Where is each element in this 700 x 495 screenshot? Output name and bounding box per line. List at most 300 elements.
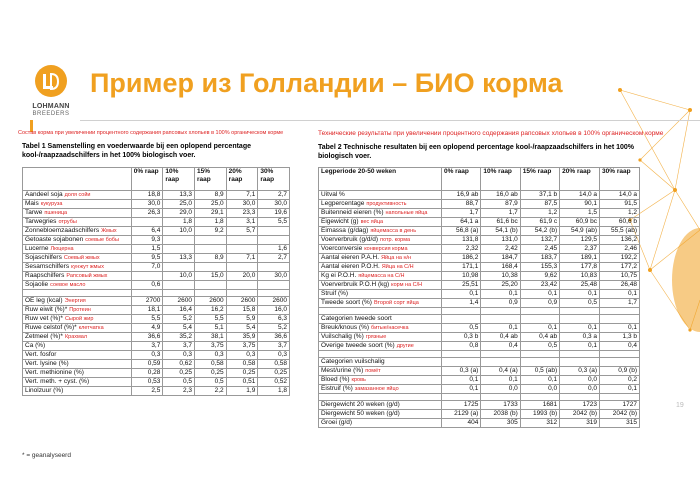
value-cell xyxy=(441,315,480,324)
table-cell xyxy=(319,308,442,315)
value-cell: 0,1 xyxy=(560,342,600,351)
value-cell: 0,3 a xyxy=(560,333,600,342)
value-cell xyxy=(195,236,227,245)
value-cell: 1,3 b xyxy=(600,333,640,342)
row-label-text: Getoaste sojabonen xyxy=(25,236,84,243)
row-label xyxy=(319,209,442,218)
row-label-text: Tweede soort (%) xyxy=(321,299,372,306)
table-cell xyxy=(520,394,559,401)
table-header-cell: 10% raap xyxy=(481,168,520,191)
table-header-cell: 0% raap xyxy=(441,168,480,191)
russian-annotation: напольные яйца xyxy=(385,210,428,216)
table-cell xyxy=(600,308,640,315)
row-label xyxy=(319,367,442,376)
lohmann-logo-icon xyxy=(34,64,68,98)
row-label-text: Vert. lysine (%) xyxy=(25,360,69,367)
table-cell xyxy=(600,394,640,401)
table-row xyxy=(23,342,290,351)
table-row xyxy=(319,290,640,299)
caption-left: Состав корма при увеличении процентного содержания рапсовых хлопьев в 100% органическом корме xyxy=(18,130,284,136)
value-cell: 64,1 a xyxy=(441,218,480,227)
value-cell: 2700 xyxy=(131,297,163,306)
table-row xyxy=(23,369,290,378)
row-label xyxy=(23,254,132,263)
value-cell: 0,28 xyxy=(131,369,163,378)
value-cell: 2,3 xyxy=(163,387,195,396)
value-cell: 3,1 xyxy=(226,218,258,227)
table-cell xyxy=(226,290,258,297)
value-cell: 0,6 xyxy=(131,281,163,290)
table-cell xyxy=(441,351,480,358)
left-table-title: Tabel 1 Samenstelling en voederwaarde bij een oplopend percentage kool-/raapzaadschilfers in het 100% biologisch voer. xyxy=(22,143,251,159)
row-label xyxy=(23,387,132,396)
value-cell xyxy=(163,245,195,254)
row-label-text: Vert. fosfor xyxy=(25,351,57,358)
value-cell: 2,46 xyxy=(600,245,640,254)
value-cell: 171,1 xyxy=(441,263,480,272)
table-cell xyxy=(520,308,559,315)
row-label-text: Lucerne xyxy=(25,245,49,252)
value-cell: 3,7 xyxy=(131,342,163,351)
value-cell: 26,3 xyxy=(131,209,163,218)
value-cell: 1,7 xyxy=(600,299,640,308)
value-cell: 2600 xyxy=(195,297,227,306)
value-cell: 0,5 xyxy=(163,378,195,387)
value-cell: 16,4 xyxy=(163,306,195,315)
right-table xyxy=(318,167,640,428)
value-cell: 14,0 a xyxy=(560,191,600,200)
value-cell: 3,75 xyxy=(226,342,258,351)
row-label xyxy=(319,245,442,254)
row-label xyxy=(23,218,132,227)
value-cell: 404 xyxy=(441,419,480,428)
value-cell: 0,1 xyxy=(560,324,600,333)
row-label-text: Overige tweede soort (%) xyxy=(321,342,395,349)
row-label xyxy=(23,191,132,200)
value-cell: 1,5 xyxy=(131,245,163,254)
russian-annotation: Соевый жмых xyxy=(63,255,100,261)
value-cell: 25,48 xyxy=(560,281,600,290)
table-row xyxy=(23,281,290,290)
table-row xyxy=(23,245,290,254)
table-cell xyxy=(319,394,442,401)
row-label xyxy=(319,376,442,385)
russian-annotation: Жмых xyxy=(101,228,117,234)
row-label xyxy=(23,227,132,236)
value-cell: 35,2 xyxy=(163,333,195,342)
value-cell: 7,1 xyxy=(226,254,258,263)
value-cell: 0,1 xyxy=(520,324,559,333)
table-row xyxy=(23,378,290,387)
value-cell: 2042 (b) xyxy=(560,410,600,419)
row-label-text: Voerconversie xyxy=(321,245,363,252)
table-row xyxy=(319,191,640,200)
table-row xyxy=(23,290,290,297)
table-row xyxy=(319,342,640,351)
value-cell xyxy=(560,358,600,367)
row-label-text: Categorien tweede soort xyxy=(321,315,392,322)
value-cell: 14,0 a xyxy=(600,191,640,200)
value-cell: 90,1 xyxy=(560,200,600,209)
russian-annotation: соевое масло xyxy=(50,282,86,288)
value-cell: 0,25 xyxy=(258,369,290,378)
table-cell xyxy=(560,351,600,358)
value-cell: 23,42 xyxy=(520,281,559,290)
value-cell: 15,0 xyxy=(195,272,227,281)
row-label-text: Kg ei P.O.H. xyxy=(321,272,357,279)
row-label-text: Ruwe celstof (%)* xyxy=(25,324,77,331)
value-cell: 0,1 xyxy=(600,385,640,394)
value-cell: 155,3 xyxy=(520,263,559,272)
value-cell: 9,5 xyxy=(131,254,163,263)
row-label xyxy=(23,333,132,342)
table-row xyxy=(319,351,640,358)
value-cell: 0,3 xyxy=(163,351,195,360)
value-cell xyxy=(163,263,195,272)
russian-annotation: клетчатка xyxy=(78,325,104,331)
row-label xyxy=(23,369,132,378)
value-cell: 131,0 xyxy=(481,236,520,245)
value-cell: 10,83 xyxy=(560,272,600,281)
value-cell: 26,48 xyxy=(600,281,640,290)
row-label-text: Tarwegries xyxy=(25,218,57,225)
value-cell: 2,37 xyxy=(560,245,600,254)
row-label-text: Groei (g/d) xyxy=(321,419,353,426)
value-cell: 16,2 xyxy=(195,306,227,315)
value-cell: 131,8 xyxy=(441,236,480,245)
table-row xyxy=(319,209,640,218)
value-cell: 18,8 xyxy=(131,191,163,200)
table-row xyxy=(319,218,640,227)
value-cell xyxy=(481,315,520,324)
row-label-text: Raapschilfers xyxy=(25,272,65,279)
table-row xyxy=(319,333,640,342)
value-cell: 0,8 xyxy=(441,342,480,351)
value-cell: 0,25 xyxy=(163,369,195,378)
value-cell: 35,9 xyxy=(226,333,258,342)
value-cell: 2600 xyxy=(258,297,290,306)
russian-annotation: доля сойи xyxy=(64,192,91,198)
value-cell: 10,0 xyxy=(163,272,195,281)
row-label-text: OE leg (kcal) xyxy=(25,297,63,304)
row-label-text: Categorien vuilschalig xyxy=(321,358,385,365)
value-cell: 0,4 ab xyxy=(481,333,520,342)
value-cell: 0,1 xyxy=(441,376,480,385)
left-table xyxy=(22,167,290,396)
table-row xyxy=(23,218,290,227)
value-cell: 1,8 xyxy=(163,218,195,227)
value-cell: 0,5 xyxy=(520,342,559,351)
russian-annotation: Люцерна xyxy=(50,246,74,252)
value-cell: 2600 xyxy=(226,297,258,306)
value-cell: 1,7 xyxy=(441,209,480,218)
value-cell: 0,4 (a) xyxy=(481,367,520,376)
value-cell: 1,9 xyxy=(226,387,258,396)
value-cell: 1,5 xyxy=(560,209,600,218)
table-row xyxy=(319,367,640,376)
table-row xyxy=(23,360,290,369)
russian-annotation: яйцемасса в день xyxy=(370,228,417,234)
value-cell: 9,2 xyxy=(195,227,227,236)
row-label xyxy=(319,324,442,333)
russian-annotation: битые/насечка xyxy=(371,325,409,331)
value-cell: 0,9 xyxy=(481,299,520,308)
footnote: * = geanalyseerd xyxy=(22,452,71,459)
row-label xyxy=(319,290,442,299)
value-cell xyxy=(131,218,163,227)
value-cell xyxy=(163,236,195,245)
row-label-text: Uitval % xyxy=(321,191,345,198)
value-cell: 0,58 xyxy=(195,360,227,369)
value-cell: 29,1 xyxy=(195,209,227,218)
table-cell xyxy=(560,394,600,401)
value-cell: 184,7 xyxy=(481,254,520,263)
russian-annotation: грязные xyxy=(365,334,387,340)
value-cell: 25,0 xyxy=(163,200,195,209)
row-label-text: Mais xyxy=(25,200,39,207)
value-cell: 7,0 xyxy=(131,263,163,272)
value-cell: 16,0 ab xyxy=(481,191,520,200)
russian-annotation: замазанное яйцо xyxy=(354,386,399,392)
value-cell: 5,9 xyxy=(226,315,258,324)
value-cell: 5,7 xyxy=(226,227,258,236)
row-label-text: Aantal eieren P.O.H. xyxy=(321,263,380,270)
value-cell: 0,0 xyxy=(481,385,520,394)
value-cell: 29,0 xyxy=(163,209,195,218)
value-cell xyxy=(258,281,290,290)
russian-annotation: другие xyxy=(396,343,414,349)
table-row xyxy=(23,272,290,281)
value-cell: 1,4 xyxy=(441,299,480,308)
value-cell: 183,7 xyxy=(520,254,559,263)
row-label-text: Sojaschilfers xyxy=(25,254,62,261)
table-row xyxy=(319,394,640,401)
value-cell: 0,1 xyxy=(560,290,600,299)
value-cell: 5,5 xyxy=(131,315,163,324)
value-cell: 132,7 xyxy=(520,236,559,245)
row-label xyxy=(23,360,132,369)
value-cell xyxy=(258,236,290,245)
value-cell: 0,3 xyxy=(258,351,290,360)
russian-annotation: корм на С/Н xyxy=(391,282,423,288)
value-cell: 9,3 xyxy=(131,236,163,245)
value-cell: 0,3 xyxy=(195,351,227,360)
value-cell: 0,3 b xyxy=(441,333,480,342)
value-cell xyxy=(195,245,227,254)
value-cell: 0,1 xyxy=(600,290,640,299)
table-row xyxy=(319,385,640,394)
table-row xyxy=(23,254,290,263)
russian-annotation: Крахмал xyxy=(64,334,88,340)
table-row xyxy=(319,245,640,254)
russian-annotation: конверсия корма xyxy=(364,246,408,252)
russian-annotation: яйцемасса на С/Н xyxy=(358,273,405,279)
table-header-cell: Legperiode 20-50 weken xyxy=(319,168,442,191)
table-cell xyxy=(23,290,132,297)
value-cell: 0,1 xyxy=(481,376,520,385)
russian-annotation: Сырой жир xyxy=(64,316,94,322)
value-cell: 315 xyxy=(600,419,640,428)
value-cell: 0,58 xyxy=(226,360,258,369)
value-cell: 60,9 bc xyxy=(560,218,600,227)
value-cell: 1,8 xyxy=(258,387,290,396)
value-cell: 16,0 xyxy=(258,306,290,315)
value-cell: 16,9 ab xyxy=(441,191,480,200)
table-header-cell: 15% raap xyxy=(195,168,227,191)
value-cell: 36,6 xyxy=(258,333,290,342)
value-cell: 2038 (b) xyxy=(481,410,520,419)
value-cell xyxy=(163,281,195,290)
russian-annotation: Протеин xyxy=(69,307,91,313)
row-label-text: Diergewicht 50 weken (g/d) xyxy=(321,410,400,417)
value-cell: 0,53 xyxy=(131,378,163,387)
row-label-text: Struif (%) xyxy=(321,290,349,297)
value-cell: 0,62 xyxy=(163,360,195,369)
row-label xyxy=(23,378,132,387)
row-label-text: Aandeel soja xyxy=(25,191,63,198)
value-cell xyxy=(226,236,258,245)
row-label-text: Sojaolie xyxy=(25,281,49,288)
value-cell: 5,4 xyxy=(163,324,195,333)
value-cell: 5,5 xyxy=(258,218,290,227)
value-cell xyxy=(226,245,258,254)
value-cell: 30,0 xyxy=(226,200,258,209)
value-cell: 56,8 (a) xyxy=(441,227,480,236)
value-cell: 5,5 xyxy=(195,315,227,324)
row-label-text: Ruw vet (%)* xyxy=(25,315,63,322)
value-cell: 0,5 (ab) xyxy=(520,367,559,376)
row-label xyxy=(319,342,442,351)
row-label xyxy=(319,358,442,367)
value-cell: 0,5 xyxy=(441,324,480,333)
row-label-text: Eigewicht (g) xyxy=(321,218,359,225)
russian-annotation: кукуруза xyxy=(40,201,63,207)
value-cell: 8,9 xyxy=(195,254,227,263)
russian-annotation: Яйца на С/Н xyxy=(381,264,414,270)
table-row xyxy=(319,299,640,308)
row-label-text: Ca (%) xyxy=(25,342,46,349)
value-cell: 30,0 xyxy=(131,200,163,209)
value-cell: 2,32 xyxy=(441,245,480,254)
table-row xyxy=(23,351,290,360)
table-header-row xyxy=(319,168,640,191)
russian-annotation: Рапсовый жмых xyxy=(66,273,108,279)
table-header-cell: 30% raap xyxy=(600,168,640,191)
row-label-text: Voerverbruik P.O.H (kg) xyxy=(321,281,390,288)
value-cell: 1,7 xyxy=(481,209,520,218)
table-row xyxy=(23,333,290,342)
table-row xyxy=(23,263,290,272)
value-cell: 8,9 xyxy=(195,191,227,200)
value-cell: 88,7 xyxy=(441,200,480,209)
value-cell: 25,0 xyxy=(195,200,227,209)
row-label xyxy=(23,236,132,245)
value-cell: 23,3 xyxy=(226,209,258,218)
value-cell: 13,3 xyxy=(163,254,195,263)
row-label xyxy=(319,254,442,263)
value-cell: 129,5 xyxy=(560,236,600,245)
value-cell: 3,7 xyxy=(163,342,195,351)
logo-sub: BREEDERS xyxy=(32,111,70,117)
row-label-text: Eimassa (g/dag) xyxy=(321,227,369,234)
value-cell: 0,1 xyxy=(441,385,480,394)
value-cell: 2042 (b) xyxy=(600,410,640,419)
value-cell: 10,75 xyxy=(600,272,640,281)
russian-annotation: кунжут жмых xyxy=(71,264,105,270)
row-label-text: Zonnebloemzaadschilfers xyxy=(25,227,100,234)
table-cell xyxy=(258,290,290,297)
table-cell xyxy=(319,351,442,358)
row-label-text: Vuilschalig (%) xyxy=(321,333,364,340)
row-label xyxy=(319,333,442,342)
value-cell xyxy=(226,281,258,290)
value-cell: 2,5 xyxy=(131,387,163,396)
value-cell: 312 xyxy=(520,419,559,428)
russian-annotation: помёт xyxy=(365,368,381,374)
value-cell: 0,1 xyxy=(481,324,520,333)
row-label xyxy=(319,401,442,410)
value-cell: 0,4 xyxy=(600,342,640,351)
value-cell: 3,7 xyxy=(258,342,290,351)
russian-annotation: отрубы xyxy=(58,219,77,225)
value-cell xyxy=(520,358,559,367)
row-label xyxy=(319,191,442,200)
value-cell: 0,1 xyxy=(481,290,520,299)
value-cell: 0,3 (a) xyxy=(441,367,480,376)
table-row xyxy=(319,200,640,209)
table-row xyxy=(319,236,640,245)
row-label xyxy=(319,419,442,428)
row-label-text: Bloed (%) xyxy=(321,376,350,383)
row-label xyxy=(319,299,442,308)
value-cell: 10,98 xyxy=(441,272,480,281)
value-cell: 2,42 xyxy=(481,245,520,254)
row-label-text: Vert. methionine (%) xyxy=(25,369,84,376)
row-label-text: Zetmeel (%)* xyxy=(25,333,63,340)
value-cell: 25,20 xyxy=(481,281,520,290)
table-row xyxy=(319,281,640,290)
table-row xyxy=(319,324,640,333)
value-cell: 0,1 xyxy=(600,324,640,333)
value-cell: 2,7 xyxy=(258,254,290,263)
row-label-text: Sesamschilfers xyxy=(25,263,70,270)
value-cell: 1725 xyxy=(441,401,480,410)
value-cell: 4,9 xyxy=(131,324,163,333)
row-label xyxy=(23,200,132,209)
table-row xyxy=(23,236,290,245)
table-cell xyxy=(131,290,163,297)
value-cell: 168,4 xyxy=(481,263,520,272)
value-cell: 54,9 (ab) xyxy=(560,227,600,236)
value-cell: 25,51 xyxy=(441,281,480,290)
row-label xyxy=(23,351,132,360)
value-cell: 177,2 xyxy=(600,263,640,272)
value-cell: 87,5 xyxy=(520,200,559,209)
value-cell: 5,1 xyxy=(195,324,227,333)
value-cell: 38,1 xyxy=(195,333,227,342)
row-label xyxy=(319,410,442,419)
value-cell: 37,1 b xyxy=(520,191,559,200)
table-row xyxy=(319,272,640,281)
table-cell xyxy=(481,308,520,315)
value-cell: 6,4 xyxy=(131,227,163,236)
table-row xyxy=(319,358,640,367)
table-header-row xyxy=(23,168,290,191)
value-cell: 136,2 xyxy=(600,236,640,245)
value-cell xyxy=(258,227,290,236)
row-label-text: Diergewicht 20 weken (g/d) xyxy=(321,401,400,408)
russian-annotation: продуктивность xyxy=(366,201,407,207)
